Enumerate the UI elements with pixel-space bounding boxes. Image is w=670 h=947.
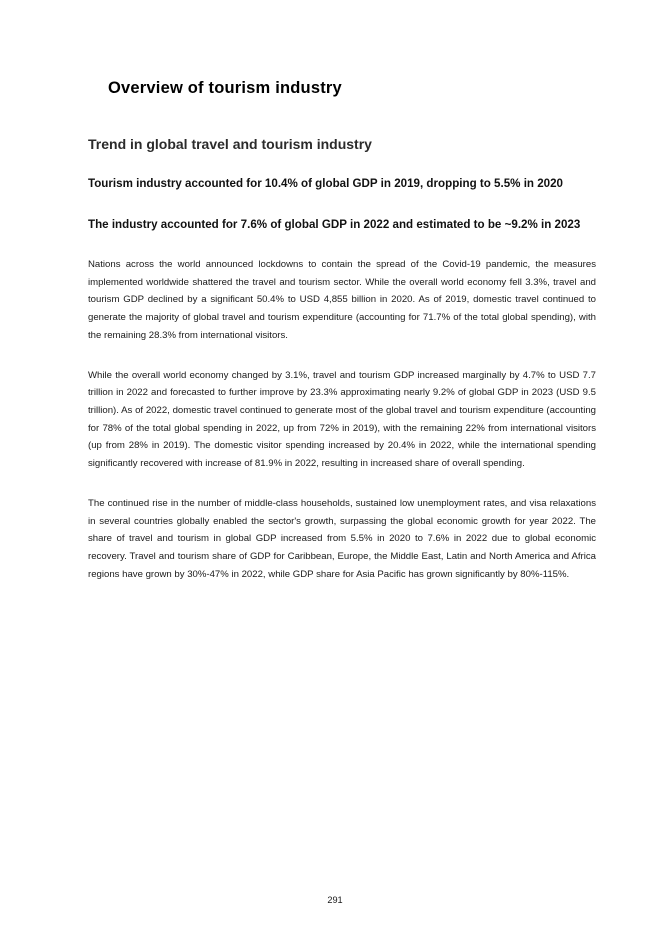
subheading-2: The industry accounted for 7.6% of global GDP in 2022 and estimated to be ~9.2% in 2023 <box>88 217 581 231</box>
body-paragraph-2: While the overall world economy changed by 3.1%, travel and tourism GDP increased marginally by 4.7% to USD 7.7 trillion in 2022 and forecasted to further improve by 23.3% approximating nearly 9.2% of global GDP in 2023 (USD 9.5 trillion). As of 2022, domestic travel continued to generate most of the global travel and tourism expenditure (accounting for 78% of the total global spending in 2022, up from 72% in 2019), with the remaining 22% from international visitors (up from 28% in 2019). The domestic visitor spending increased by 20.4% in 2022, while the international spending significantly recovered with increase of 81.9% in 2022, resulting in increased share of overall spending. <box>88 369 596 470</box>
subheading-1: Tourism industry accounted for 10.4% of global GDP in 2019, dropping to 5.5% in 2020 <box>88 176 564 190</box>
body-paragraph-1: Nations across the world announced lockdowns to contain the spread of the Covid-19 pandemic, the measures implemented worldwide shattered the travel and tourism sector. While the overall world economy fell 3.3%, travel and tourism GDP declined by a significant 50.4% to USD 4,855 billion in 2020. As of 2019, domestic travel continued to generate the majority of global travel and tourism expenditure (accounting for 71.7% of the total global spending), with the remaining 28.3% from international visitors. <box>88 258 596 341</box>
section-heading: Trend in global travel and tourism industry <box>88 136 372 153</box>
page-number: 291 <box>327 895 343 905</box>
body-paragraph-3: The continued rise in the number of middle-class households, sustained low unemployment rates, and visa relaxations in several countries globally enabled the sector's growth, surpassing the global economic growth for year 2022. The share of travel and tourism in global GDP increased from 5.5% in 2020 to 7.6% in 2022 due to global economic recovery. Travel and tourism share of GDP for Caribbean, Europe, the Middle East, Latin and North America and Africa regions have grown by 30%-47% in 2022, while GDP share for Asia Pacific has grown significantly by 80%-115%. <box>88 497 596 580</box>
page-title: Overview of tourism industry <box>108 79 342 97</box>
